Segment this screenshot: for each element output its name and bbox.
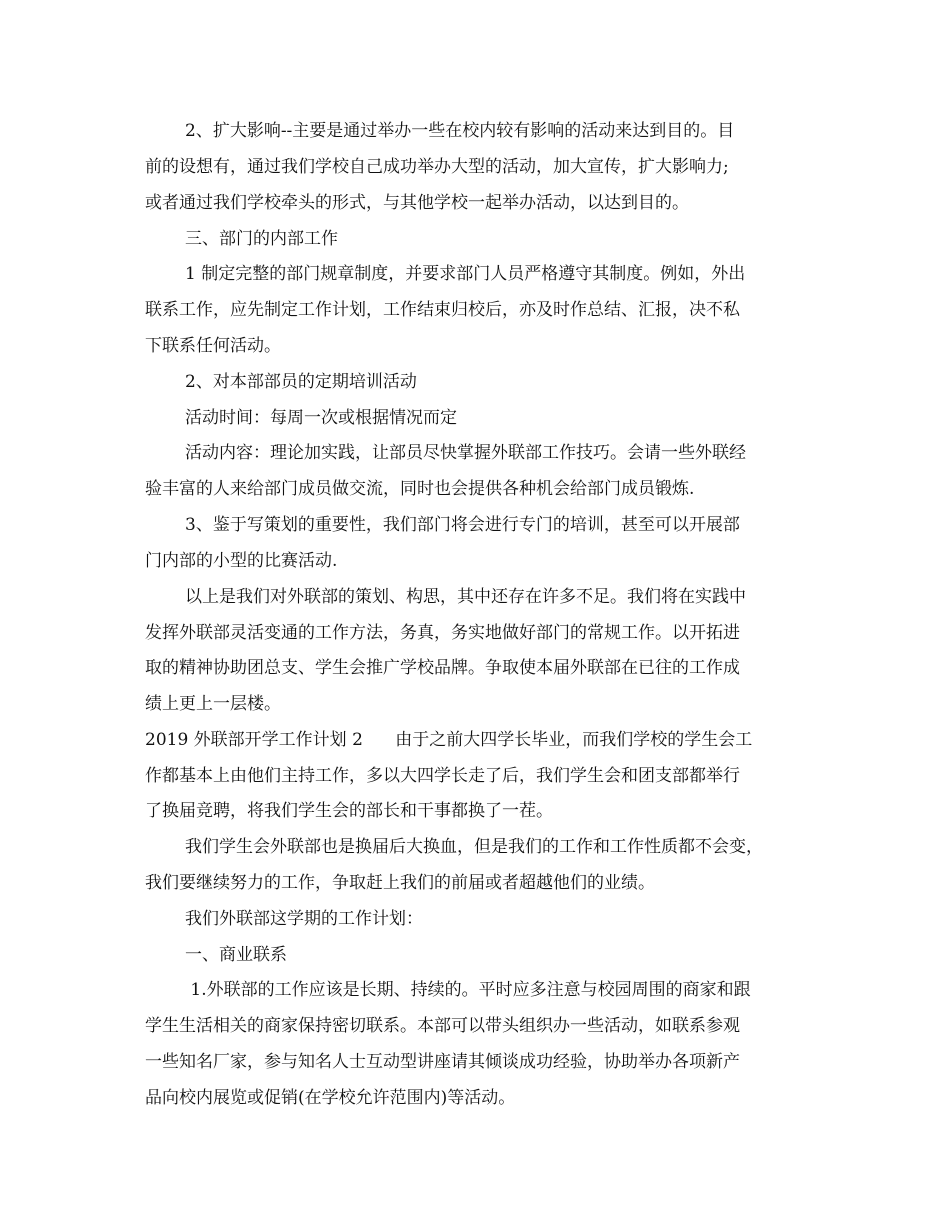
text-line: 以上是我们对外联部的策划、构思，其中还存在许多不足。我们将在实践中 (185, 587, 746, 607)
text-line: 或者通过我们学校牵头的形式，与其他学校一起举办活动，以达到目的。 (145, 193, 689, 213)
text-line: 前的设想有，通过我们学校自己成功举办大型的活动，加大宣传，扩大影响力; (145, 157, 729, 177)
text-line: 学生生活相关的商家保持密切联系。本部可以带头组织办一些活动，如联系参观 (145, 1016, 740, 1036)
text-line: 我们学生会外联部也是换届后大换血，但是我们的工作和工作性质都不会变， (185, 837, 763, 857)
text-line: 2019 外联部开学工作计划 2 由于之前大四学长毕业，而我们学校的学生会工 (145, 730, 753, 750)
text-line: 一些知名厂家，参与知名人士互动型讲座请其倾谈成功经验，协助举办各项新产 (145, 1052, 740, 1072)
text-line: 我们外联部这学期的工作计划： (185, 909, 423, 929)
text-line: 验丰富的人来给部门成员做交流，同时也会提供各种机会给部门成员锻炼. (145, 479, 695, 499)
text-line: 1 制定完整的部门规章制度，并要求部门人员严格遵守其制度。例如，外出 (185, 264, 746, 284)
text-line: 活动时间：每周一次或根据情况而定 (185, 408, 457, 428)
text-line: 作都基本上由他们主持工作，多以大四学长走了后，我们学生会和团支部都举行 (145, 766, 740, 786)
text-line: 门内部的小型的比赛活动. (145, 551, 338, 571)
text-line: 下联系任何活动。 (145, 336, 281, 356)
text-line: 1.外联部的工作应该是长期、持续的。平时应多注意与校园周围的商家和跟 (185, 980, 751, 1000)
text-line: 活动内容：理论加实践，让部员尽快掌握外联部工作技巧。会请一些外联经 (185, 443, 746, 463)
text-line: 发挥外联部灵活变通的工作方法，务真，务实地做好部门的常规工作。以开拓进 (145, 623, 740, 643)
text-line: 品向校内展览或促销(在学校允许范围内)等活动。 (145, 1088, 516, 1108)
text-line: 2、对本部部员的定期培训活动 (185, 372, 417, 392)
text-line: 联系工作，应先制定工作计划，工作结束归校后，亦及时作总结、汇报，决不私 (145, 300, 740, 320)
section-heading: 三、部门的内部工作 (185, 229, 338, 249)
text-line: 3、鉴于写策划的重要性，我们部门将会进行专门的培训，甚至可以开展部 (185, 515, 740, 535)
section-heading: 一、商业联系 (185, 945, 287, 965)
text-line: 我们要继续努力的工作，争取赶上我们的前届或者超越他们的业绩。 (145, 873, 655, 893)
text-line: 了换届竞聘，将我们学生会的部长和干事都换了一茬。 (145, 801, 553, 821)
text-line: 2、扩大影响--主要是通过举办一些在校内较有影响的活动来达到目的。目 (185, 121, 735, 141)
text-line: 绩上更上一层楼。 (145, 694, 281, 714)
text-line: 取的精神协助团总支、学生会推广学校品牌。争取使本届外联部在已往的工作成 (145, 658, 740, 678)
